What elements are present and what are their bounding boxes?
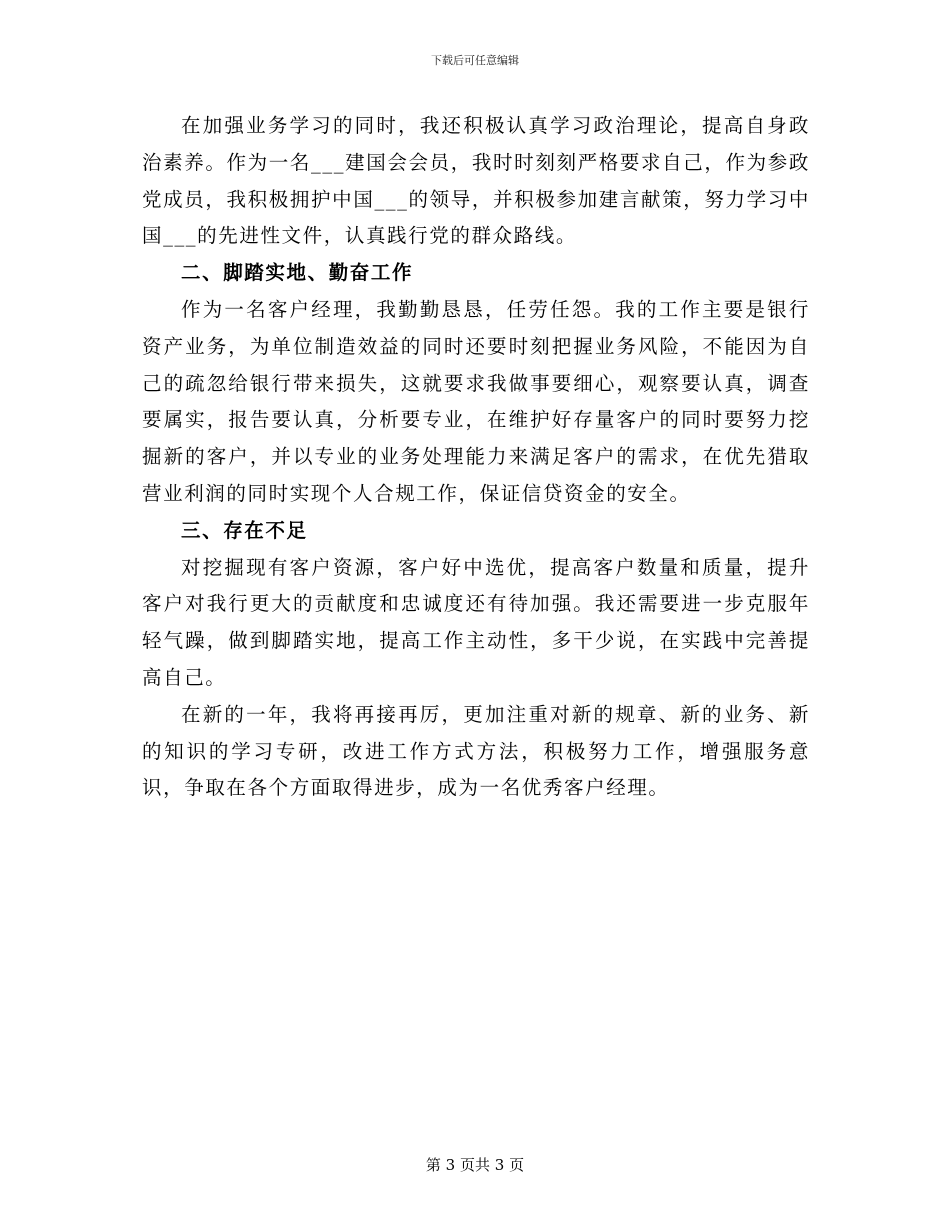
section-heading-shortcomings: 三、存在不足 [181, 518, 308, 542]
paragraph-shortcomings: 对挖掘现有客户资源，客户好中选优，提高客户数量和质量，提升客户对我行更大的贡献度和忠诚度还有待加强。我还需要进一步克服年轻气躁，做到脚踏实地，提高工作主动性，多干少说，在实践中完善提高自己。 [142, 555, 810, 689]
document-body [142, 108, 810, 807]
page-number: 第 3 页共 3 页 [425, 1156, 525, 1174]
paragraph-new-year-plan: 在新的一年，我将再接再厉，更加注重对新的规章、新的业务、新的知识的学习专研，改进工作方式方法，积极努力工作，增强服务意识，争取在各个方面取得进步，成为一名优秀客户经理。 [142, 702, 810, 800]
paragraph-political-study: 在加强业务学习的同时，我还积极认真学习政治理论，提高自身政治素养。作为一名___建国会会员，我时时刻刻严格要求自己，作为参政党成员，我积极拥护中国___的领导，并积极参加建言献策，努力学习中国___的先进性文件，认真践行党的群众路线。 [142, 114, 810, 248]
page-header: 下载后可任意编辑 [431, 54, 519, 67]
section-heading-diligent-work: 二、脚踏实地、勤奋工作 [181, 261, 414, 285]
paragraph-account-manager-work: 作为一名客户经理，我勤勤恳恳，任劳任怨。我的工作主要是银行资产业务，为单位制造效益的同时还要时刻把握业务风险，不能因为自己的疏忽给银行带来损失，这就要求我做事要细心，观察要认真，调查要属实，报告要认真，分析要专业，在维护好存量客户的同时要努力挖掘新的客户，并以专业的业务处理能力来满足客户的需求，在优先猎取营业利润的同时实现个人合规工作，保证信贷资金的安全。 [142, 297, 810, 505]
